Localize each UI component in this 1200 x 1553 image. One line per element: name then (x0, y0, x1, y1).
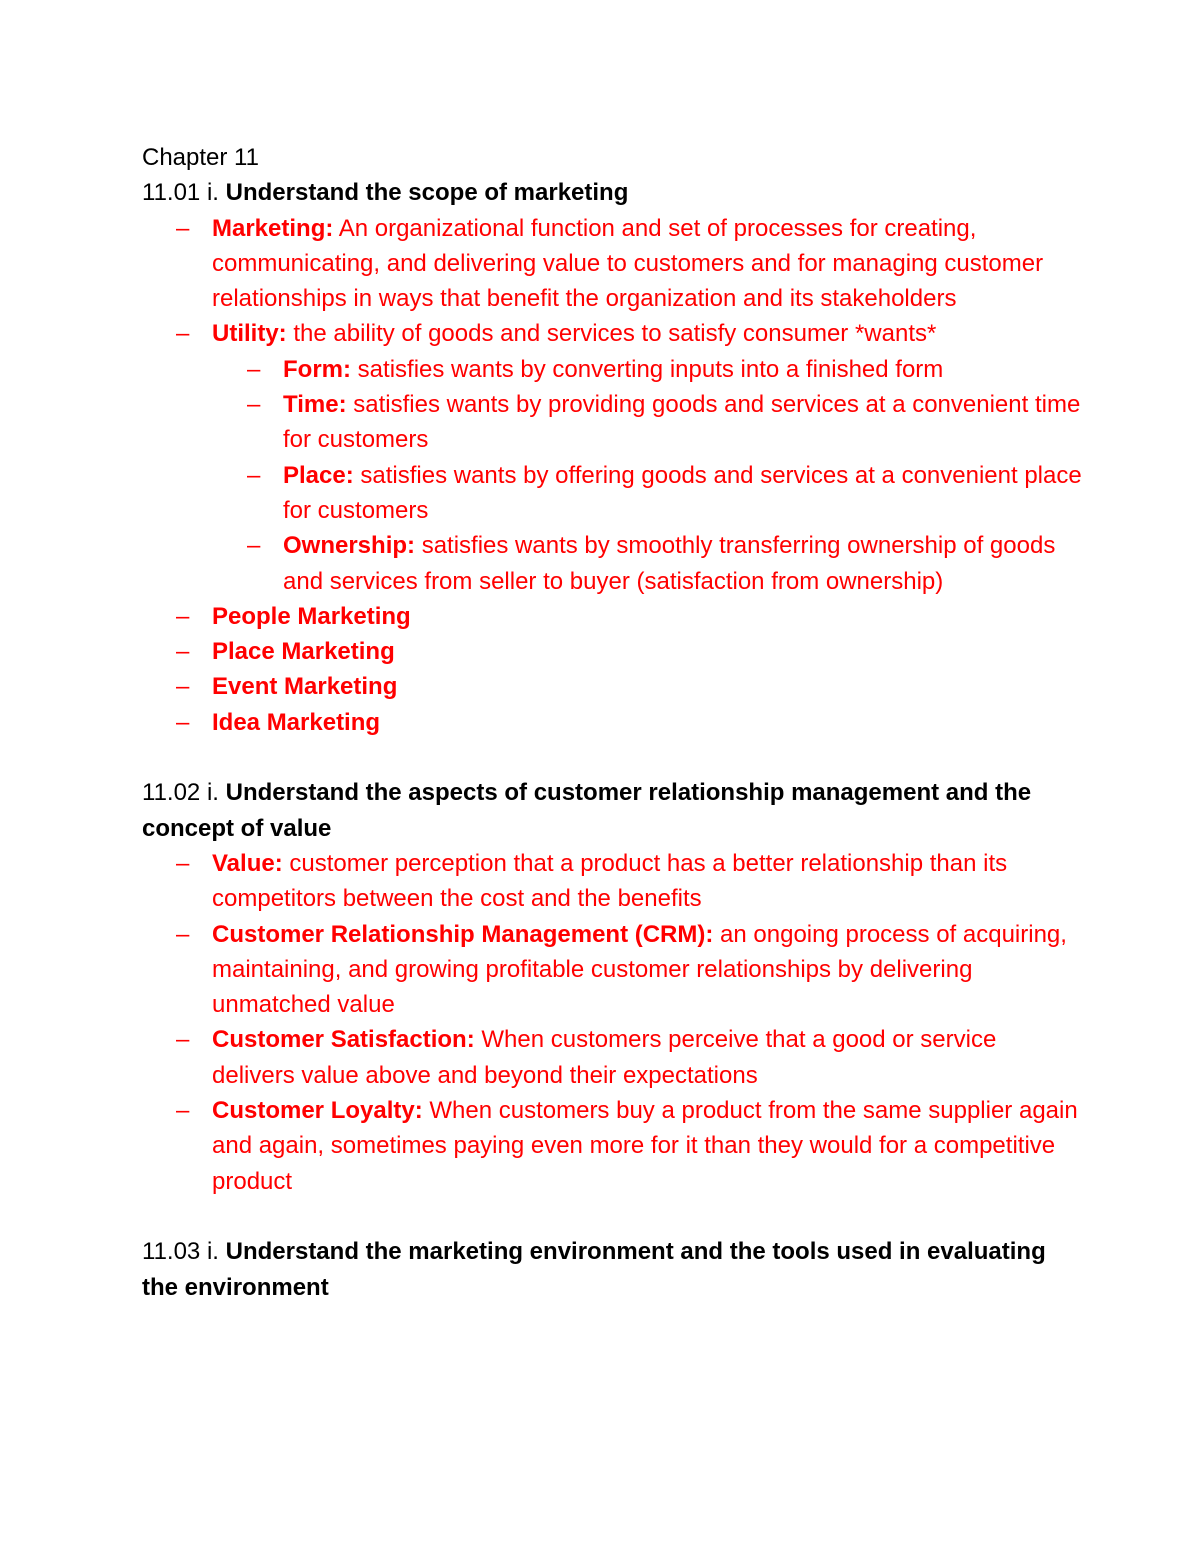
definition: satisfies wants by smoothly transferring ownership of goods and services from seller to buyer (satisfaction from ownership) (283, 532, 1056, 595)
list-item-place-marketing (142, 634, 1082, 669)
term: Place: (283, 461, 354, 489)
definition: an ongoing process of acquiring, maintaining, and growing profitable customer relationships by delivering unmatched value (212, 920, 1067, 1019)
dash-bullet: – (176, 602, 190, 630)
dash-bullet: – (176, 920, 190, 948)
dash-bullet: – (247, 355, 261, 383)
blank-line (142, 1199, 1082, 1234)
list-item-idea-marketing (142, 705, 1082, 740)
dash-bullet: – (176, 849, 190, 877)
section-heading-text: Understand the aspects of customer relationship management and the concept of value (142, 779, 1032, 842)
section-number: 11.02 i. (142, 779, 219, 807)
dash-bullet: – (176, 1026, 190, 1054)
dash-bullet: – (247, 532, 261, 560)
sub-item-time (142, 387, 1082, 458)
term: Marketing: (212, 214, 334, 242)
definition: satisfies wants by providing goods and services at a convenient time for customers (283, 391, 1081, 454)
definition: When customers perceive that a good or service delivers value above and beyond their expectations (212, 1026, 997, 1089)
term: Value: (212, 849, 283, 877)
chapter-title: Chapter 11 (142, 144, 259, 171)
list-item-marketing (142, 211, 1082, 317)
sub-item-place (142, 458, 1082, 529)
dash-bullet: – (247, 391, 261, 419)
term: Event Marketing (212, 673, 398, 701)
term: Utility: (212, 320, 287, 348)
list-item-customer-satisfaction (142, 1022, 1082, 1093)
term: People Marketing (212, 602, 411, 630)
section-heading-11-01 (142, 175, 1082, 210)
definition: the ability of goods and services to satisfy consumer *wants* (293, 320, 937, 348)
dash-bullet: – (247, 461, 261, 489)
list-item-people-marketing (142, 599, 1082, 634)
dash-bullet: – (176, 320, 190, 348)
term: Customer Loyalty: (212, 1097, 423, 1125)
dash-bullet: – (176, 673, 190, 701)
list-item-crm (142, 917, 1082, 1023)
section-heading-11-02 (142, 775, 1082, 846)
list-item-customer-loyalty (142, 1093, 1082, 1199)
definition: An organizational function and set of processes for creating, communicating, and delivering value to customers and for managing customer relationships in ways that benefit the organization and its stakeholders (212, 214, 1044, 313)
definition: When customers buy a product from the same supplier again and again, sometimes paying even more for it than they would for a competitive product (212, 1097, 1078, 1195)
list-item-value (142, 846, 1082, 917)
term: Time: (283, 391, 347, 419)
blank-line (142, 740, 1082, 775)
term: Idea Marketing (212, 708, 381, 736)
definition: satisfies wants by converting inputs into a finished form (357, 355, 944, 383)
section-heading-11-03 (142, 1234, 1082, 1305)
dash-bullet: – (176, 708, 190, 736)
list-item-event-marketing (142, 669, 1082, 704)
term: Customer Satisfaction: (212, 1026, 475, 1054)
definition: satisfies wants by offering goods and services at a convenient place for customers (283, 461, 1082, 524)
section-heading-text: Understand the marketing environment and the tools used in evaluating the environment (142, 1238, 1046, 1301)
dash-bullet: – (176, 214, 190, 242)
section-number: 11.03 i. (142, 1238, 219, 1266)
sub-item-ownership (142, 528, 1082, 599)
term: Form: (283, 355, 351, 383)
definition: customer perception that a product has a better relationship than its competitors between the cost and the benefits (212, 849, 1008, 913)
term: Ownership: (283, 532, 416, 560)
term: Customer Relationship Management (CRM): (212, 920, 714, 948)
dash-bullet: – (176, 638, 190, 666)
dash-bullet: – (176, 1097, 190, 1125)
section-heading-text: Understand the scope of marketing (225, 179, 629, 207)
term: Place Marketing (212, 638, 395, 666)
section-number: 11.01 i. (142, 179, 219, 207)
document-page (142, 140, 1082, 1305)
sub-item-form (142, 352, 1082, 387)
list-item-utility (142, 316, 1082, 351)
